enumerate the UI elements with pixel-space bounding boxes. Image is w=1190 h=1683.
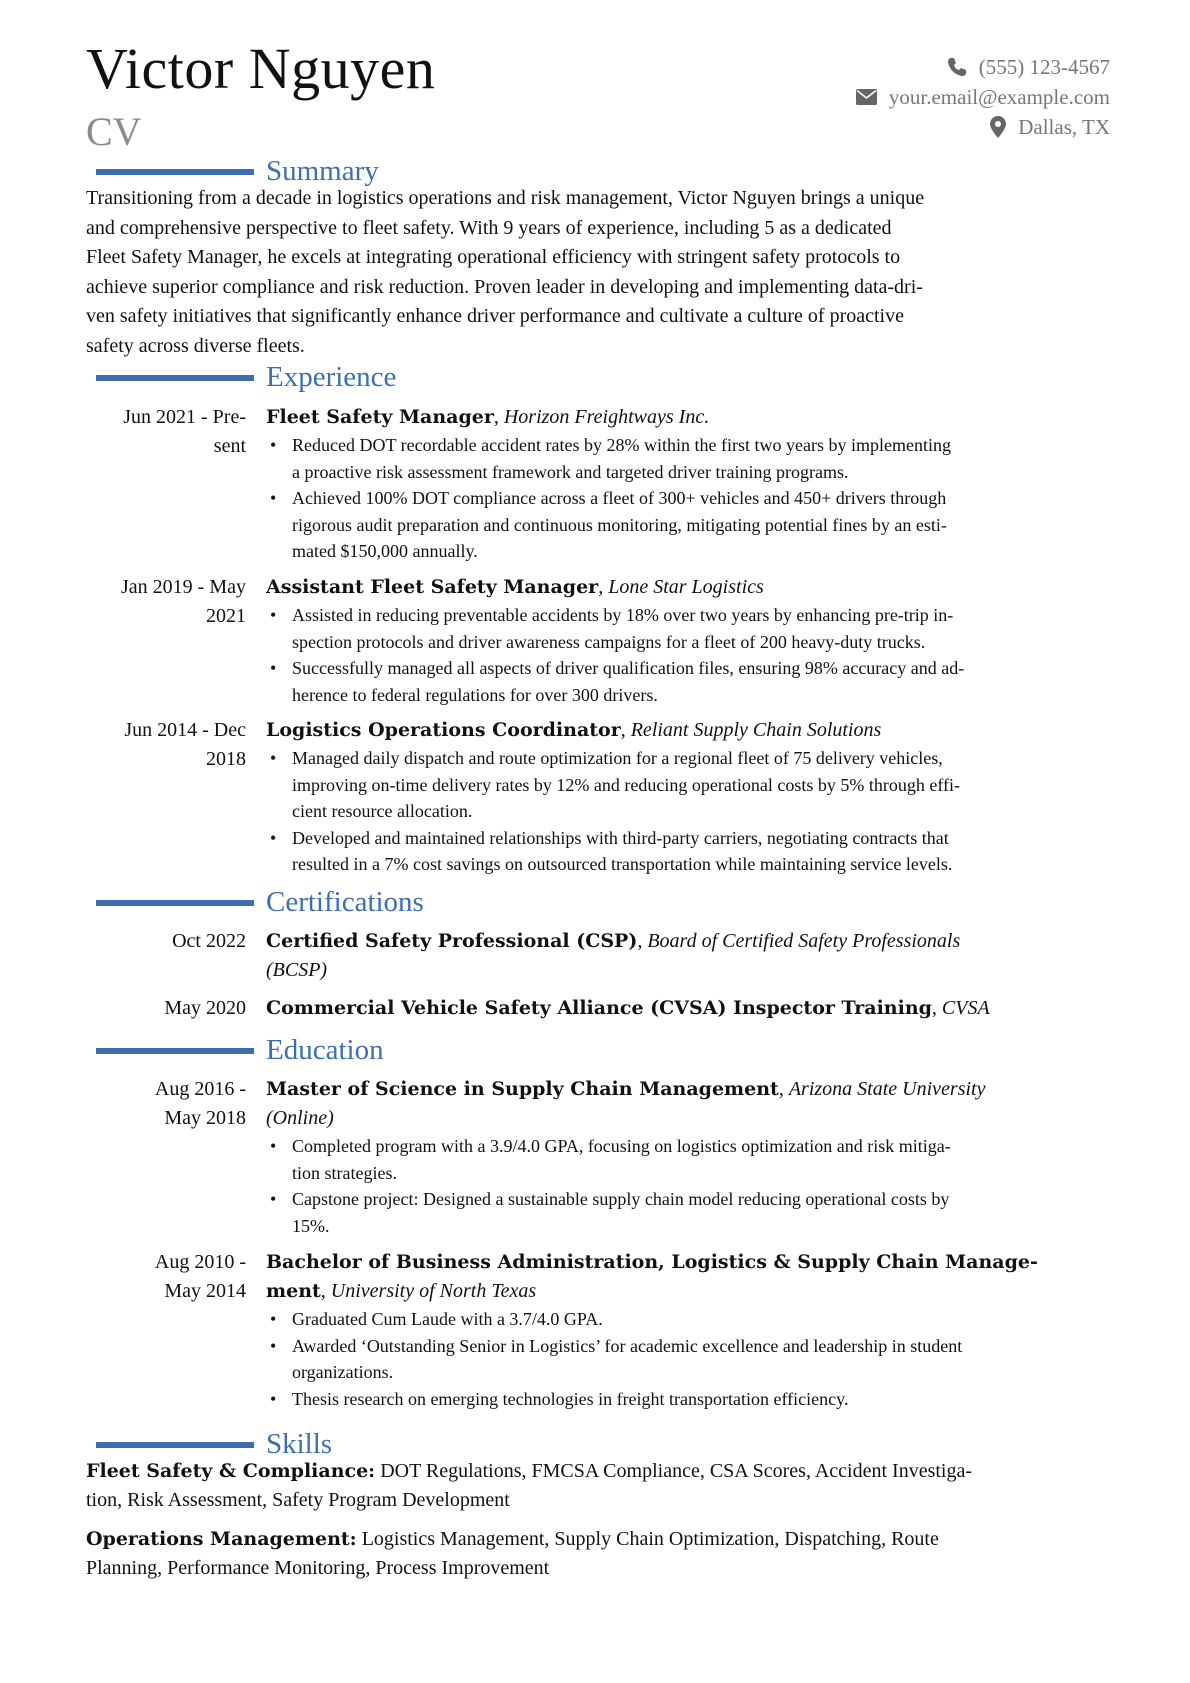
date-line: 2021 [206,605,246,627]
education-title [266,1248,1111,1306]
certification-date: Oct 2022 [172,930,246,952]
summary-line: achieve superior compliance and risk reduction. Proven leader in developing and implementing data-dri- [86,275,923,298]
summary-section [0,154,1190,188]
experience-title [266,403,1111,432]
bullet-line: tion strategies. [292,1162,397,1183]
experience-date [86,573,246,631]
certification-title [266,994,1111,1023]
certification-issuer: Board of Certified Safety Professionals [647,930,961,952]
bullet-line: • Graduated Cum Laude with a 3.7/4.0 GPA. [292,1309,603,1329]
education-date [86,1248,246,1306]
bullet-line: improving on-time delivery rates by 12% and reducing operational costs by 5% through effi- [292,774,960,795]
certifications-section [0,885,1190,919]
separator: , [598,576,609,598]
separator: , [620,719,631,741]
list-item [266,655,1106,708]
summary-line: Transitioning from a decade in logistics operations and risk management, Victor Nguyen brings a unique [86,187,925,209]
skill-line: Logistics Management, Supply Chain Optimization, Dispatching, Route [356,1528,939,1550]
education-title [266,1075,1111,1133]
contact-block [856,52,1110,142]
school-name: Arizona State University [788,1078,986,1100]
skill-line: Planning, Performance Monitoring, Process Improvement [86,1557,550,1579]
list-item [266,1386,1106,1413]
list-item [266,485,1106,565]
date-line: Jun 2021 - Pre- [123,406,246,428]
bullet-line: resulted in a 7% cost savings on outsourced transportation while maintaining service levels. [292,854,953,874]
location-text: Dallas, TX [1018,115,1110,139]
bullet-line: a proactive risk assessment framework and targeted driver training programs. [292,461,849,482]
list-item [266,1186,1106,1239]
bullet-line: • Reduced DOT recordable accident rates by 28% within the first two years by implementing [292,435,951,455]
education-date [86,1075,246,1133]
company-name: Reliant Supply Chain Solutions [630,719,882,741]
bullet-line: • Thesis research on emerging technologies in freight transportation efficiency. [292,1388,849,1409]
list-item [266,602,1106,655]
skill-line: DOT Regulations, FMCSA Compliance, CSA Scores, Accident Investiga- [375,1460,973,1482]
list-item [266,1133,1106,1186]
experience-title [266,716,1111,745]
candidate-name: Victor Nguyen [86,36,436,101]
bullet-line: • Capstone project: Designed a sustainable supply chain model reducing operational costs by [292,1189,950,1209]
contact-phone[interactable] [856,52,1110,82]
job-role: Assistant Fleet Safety Manager [266,576,599,598]
list-item [266,825,1106,878]
separator: , [637,930,648,952]
bullet-line: • Managed daily dispatch and route optimization for a regional fleet of 75 delivery vehicles, [292,748,943,768]
bullet-line: spection protocols and driver awareness campaigns for a fleet of 200 heavy-duty trucks. [292,631,926,652]
date-line: Aug 2010 - [154,1251,246,1273]
summary-line: ven safety initiatives that significantly enhance driver performance and cultivate a culture of proactive [86,305,904,327]
bullet-line: • Achieved 100% DOT compliance across a fleet of 300+ vehicles and 450+ drivers through [292,488,947,508]
degree-name: ment [266,1280,321,1302]
bullet-line: rigorous audit preparation and continuous monitoring, mitigating potential fines by an esti- [292,514,947,535]
certification-date: May 2020 [164,997,246,1019]
skill-label: Operations Management: [86,1528,357,1550]
date-line: 2018 [206,748,246,770]
section-rule [96,900,254,906]
school-name: (Online) [266,1107,334,1129]
summary-line: safety across diverse fleets. [86,334,305,357]
bullet-line: • Awarded ‘Outstanding Senior in Logistics’ for academic excellence and leadership in student [292,1335,963,1356]
school-name: University of North Texas [330,1280,537,1302]
job-role: Fleet Safety Manager [266,406,494,428]
date-line: Jan 2019 - May [121,576,246,598]
date-line: May 2018 [164,1107,246,1129]
bullet-line: • Completed program with a 3.9/4.0 GPA, focusing on logistics optimization and risk mitiga- [292,1136,951,1156]
date-line: Jun 2014 - Dec [124,719,246,741]
bullet-line: herence to federal regulations for over 300 drivers. [292,684,658,705]
envelope-icon [856,89,877,105]
certification-name: Certified Safety Professional (CSP) [266,930,638,952]
education-bullets [266,1133,1106,1239]
list-item [266,745,1106,825]
phone-number: (555) 123-4567 [978,55,1110,79]
skill-group [86,1525,1116,1583]
email-address: your.email@example.com [888,85,1110,109]
experience-section [0,360,1190,394]
summary-text [86,184,1116,361]
separator: , [778,1078,789,1100]
list-item [266,1306,1106,1333]
summary-line: Fleet Safety Manager, he excels at integrating operational efficiency with stringent safety protocols to [86,246,901,268]
skills-section [0,1427,1190,1461]
bullet-line: organizations. [292,1362,394,1382]
bullet-line: • Successfully managed all aspects of driver qualification files, ensuring 98% accuracy and ad- [292,658,965,678]
degree-name: Master of Science in Supply Chain Management [266,1078,779,1100]
list-item [266,1333,1106,1386]
date-line: Aug 2016 - [154,1078,246,1100]
list-item [266,432,1106,485]
bullet-line: • Developed and maintained relationships with third-party carriers, negotiating contracts that [292,827,949,848]
summary-line: and comprehensive perspective to fleet safety. With 9 years of experience, including 5 as a dedicated [86,216,892,239]
experience-date [86,716,246,774]
job-role: Logistics Operations Coordinator [266,719,621,741]
education-section [0,1033,1190,1067]
experience-bullets [266,602,1106,708]
certification-issuer: (BCSP) [266,959,328,981]
contact-location [856,112,1110,142]
experience-bullets [266,432,1106,565]
section-title-summary: Summary [266,155,379,187]
bullet-line: cient resource allocation. [292,801,473,821]
bullet-line: mated $150,000 annually. [292,541,478,561]
certification-title [266,927,1111,985]
separator: , [931,997,942,1019]
section-title-education: Education [266,1034,384,1066]
skill-line: tion, Risk Assessment, Safety Program Development [86,1489,510,1511]
section-title-experience: Experience [266,361,397,393]
section-rule [96,1442,254,1448]
separator: , [320,1280,331,1302]
separator: , [493,406,504,428]
company-name: Horizon Freightways Inc. [503,406,710,428]
experience-date [86,403,246,461]
company-name: Lone Star Logistics [608,576,764,598]
section-rule [96,375,254,381]
phone-icon [947,57,967,77]
section-rule [96,169,254,175]
experience-bullets [266,745,1106,878]
certification-issuer: CVSA [941,997,990,1019]
date-line: May 2014 [164,1280,246,1302]
section-title-certifications: Certifications [266,886,424,918]
section-rule [96,1048,254,1054]
section-title-skills: Skills [266,1428,333,1460]
skill-group [86,1457,1116,1515]
education-bullets [266,1306,1106,1412]
document-subtitle: CV [86,109,142,154]
date-line: sent [213,435,246,457]
skill-label: Fleet Safety & Compliance: [86,1460,376,1482]
degree-name: Bachelor of Business Administration, Logistics & Supply Chain Manage- [266,1251,1038,1273]
experience-title [266,573,1111,602]
map-pin-icon [990,116,1006,138]
certification-name: Commercial Vehicle Safety Alliance (CVSA) Inspector Training [266,997,932,1019]
bullet-line: • Assisted in reducing preventable accidents by 18% over two years by enhancing pre-trip in- [292,605,954,625]
bullet-line: 15%. [292,1215,330,1236]
contact-email[interactable] [856,82,1110,112]
